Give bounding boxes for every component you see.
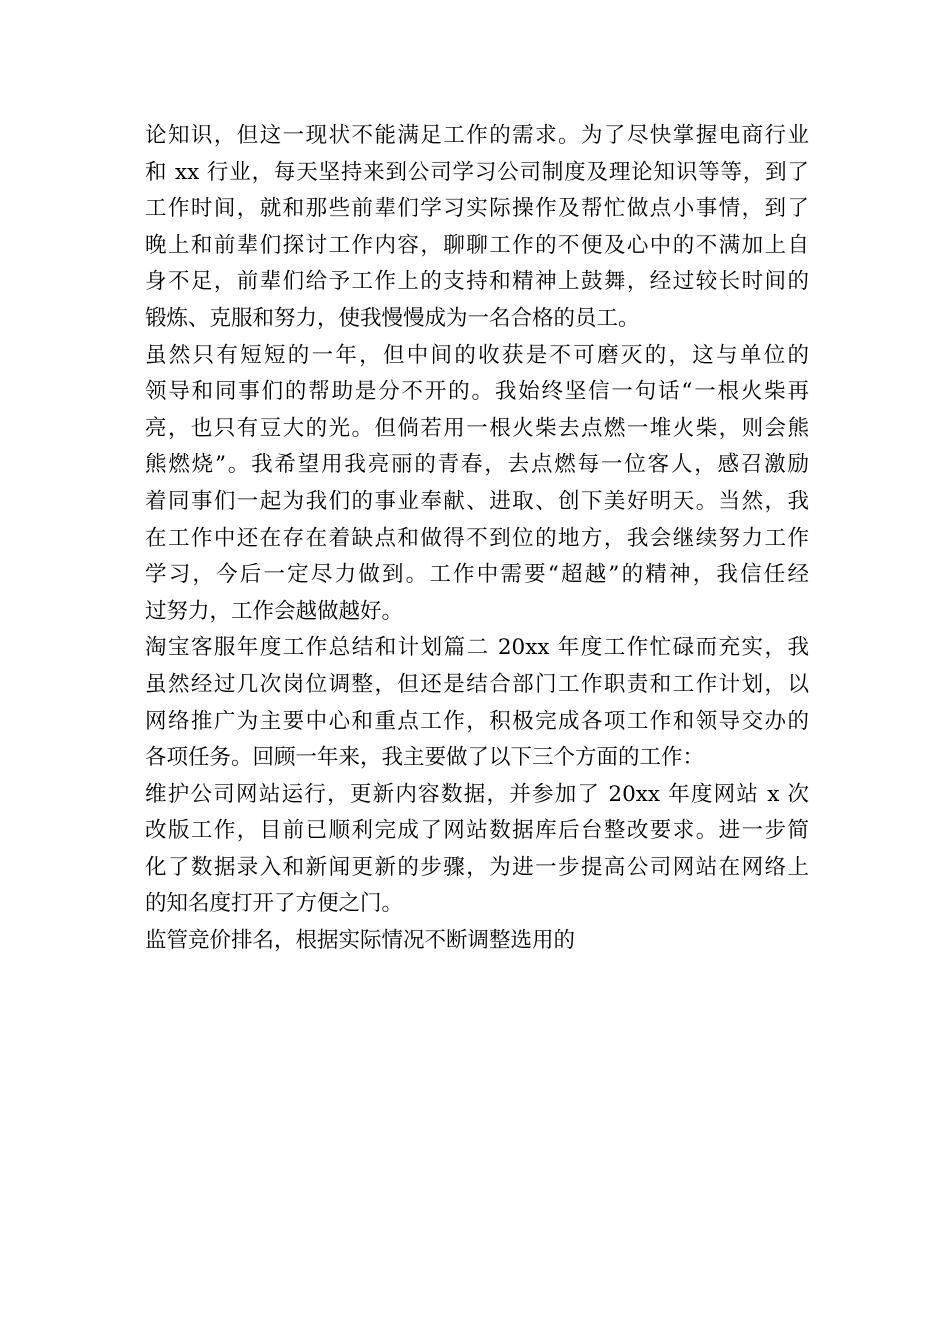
text-line: 虽然经过几次岗位调整，但还是结合部门工作职责和工作计划，以: [145, 671, 809, 697]
text-line: 淘宝客服年度工作总结和计划篇二 20xx 年度工作忙碌而充实，我: [145, 635, 809, 661]
text-line: 监管竞价排名，根据实际情况不断调整选用的: [145, 928, 576, 954]
text-line: 过努力，工作会越做越好。: [145, 598, 404, 624]
text-line: 熊燃烧”。我希望用我亮丽的青春，去点燃每一位客人，感召激励: [145, 452, 809, 478]
text-line: 的知名度打开了方便之门。: [145, 891, 404, 917]
text-line: 维护公司网站运行，更新内容数据，并参加了 20xx 年度网站 x 次: [145, 781, 809, 807]
text-line: 化了数据录入和新闻更新的步骤，为进一步提高公司网站在网络上: [145, 854, 809, 880]
text-line: 工作时间，就和那些前辈们学习实际操作及帮忙做点小事情，到了: [145, 196, 809, 222]
text-line: 学习，今后一定尽力做到。工作中需要“超越”的精神，我信任经: [145, 562, 809, 588]
text-line: 锻炼、克服和努力，使我慢慢成为一名合格的员工。: [145, 305, 640, 331]
text-line: 晚上和前辈们探讨工作内容，聊聊工作的不便及心中的不满加上自: [145, 232, 809, 258]
text-line: 网络推广为主要中心和重点工作，积极完成各项工作和领导交办的: [145, 708, 809, 734]
text-line: 虽然只有短短的一年，但中间的收获是不可磨灭的，这与单位的: [145, 342, 809, 368]
text-line: 亮，也只有豆大的光。但倘若用一根火柴去点燃一堆火柴，则会熊: [145, 415, 809, 441]
text-line: 领导和同事们的帮助是分不开的。我始终坚信一句话“一根火柴再: [145, 379, 809, 405]
text-line: 在工作中还在存在着缺点和做得不到位的地方，我会继续努力工作: [145, 525, 809, 551]
text-line: 各项任务。回顾一年来，我主要做了以下三个方面的工作：: [145, 745, 705, 771]
text-line: 着同事们一起为我们的事业奉献、进取、创下美好明天。当然，我: [145, 488, 809, 514]
text-line: 身不足，前辈们给予工作上的支持和精神上鼓舞，经过较长时间的: [145, 269, 809, 295]
body-text: [145, 118, 809, 960]
text-line: 论知识，但这一现状不能满足工作的需求。为了尽快掌握电商行业: [145, 123, 809, 148]
text-line: 改版工作，目前已顺利完成了网站数据库后台整改要求。进一步简: [145, 818, 809, 844]
text-line: 和 xx 行业，每天坚持来到公司学习公司制度及理论知识等等，到了: [145, 159, 809, 185]
